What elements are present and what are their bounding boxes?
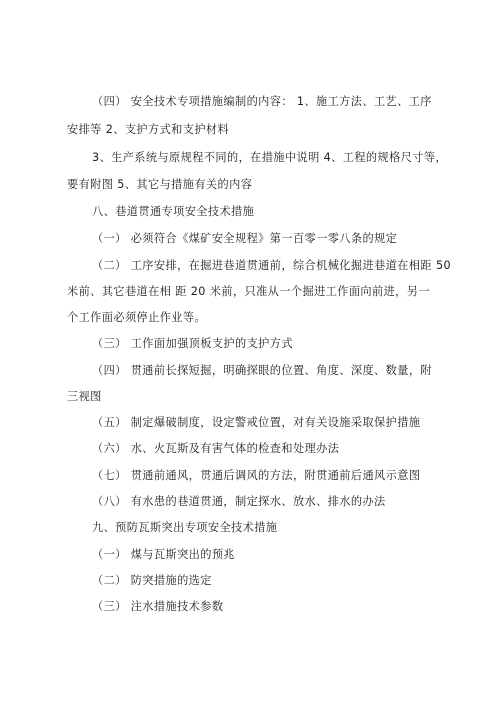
text-line-1: （四） 安全技术专项措施编制的内容： 1、施工方法、工艺、工序: [92, 95, 432, 108]
text-line-14: （六） 水、火瓦斯及有害气体的检查和处理办法: [92, 442, 340, 455]
text-line-3: 3、生产系统与原规程不同的，在措施中说明 4、工程的规格尺寸等，: [92, 151, 448, 164]
text-line-18: （一） 煤与瓦斯突出的预兆: [92, 548, 236, 561]
text-line-13: （五） 制定爆破制度，设定警戒位置，对有关设施采取保护措施: [92, 416, 421, 429]
text-line-11: （四） 贯通前长探短掘，明确探眼的位置、角度、深度、数量，附: [92, 364, 432, 377]
text-line-8: 米前、其它巷道在相 距 20 米前，只准从一个掘进工作面向前进，另一: [67, 285, 430, 298]
section-heading-9: 九、预防瓦斯突出专项安全技术措施: [92, 521, 278, 534]
text-line-16: （八） 有水患的巷道贯通，制定探水、放水、排水的办法: [92, 495, 386, 508]
text-line-20: （三） 注水措施技术参数: [92, 600, 224, 613]
text-line-7: （二） 工序安排，在掘进巷道贯通前，综合机械化掘进巷道在相距 50: [92, 259, 451, 272]
text-line-19: （二） 防突措施的选定: [92, 574, 212, 587]
text-line-10: （三） 工作面加强顶板支护的支护方式: [92, 337, 293, 350]
text-line-15: （七） 贯通前通风，贯通后调风的方法，附贯通前后通风示意图: [92, 469, 421, 482]
text-line-2: 安排等 2、支护方式和支护材料: [67, 123, 230, 136]
section-heading-8: 八、巷道贯通专项安全技术措施: [92, 205, 255, 218]
text-line-4: 要有附图 5、其它与措施有关的内容: [67, 178, 253, 191]
text-line-9: 个工作面必须停止作业等。: [67, 311, 207, 324]
text-line-6: （一） 必须符合《煤矿安全规程》第一百零一零八条的规定: [92, 232, 398, 245]
text-line-12: 三视图: [67, 390, 102, 403]
